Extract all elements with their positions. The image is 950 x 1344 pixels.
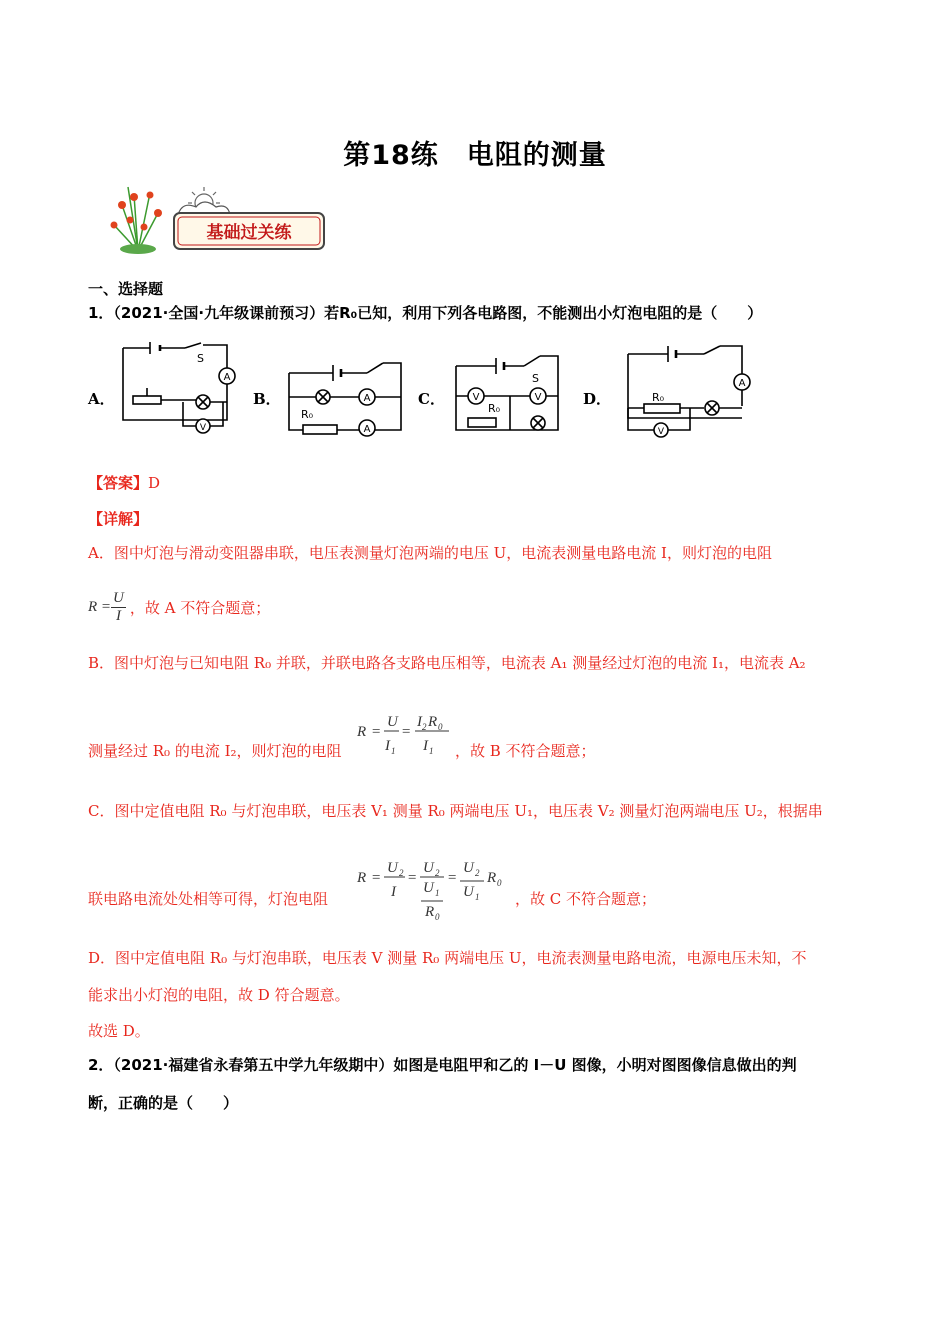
badge-label: 基础过关练 <box>206 223 292 243</box>
explanation-c-tail: ，故 C 不符合题意； <box>515 890 657 908</box>
svg-text:U: U <box>463 860 474 876</box>
svg-text:0: 0 <box>435 912 440 922</box>
svg-text:R: R <box>357 724 367 740</box>
option-b-label: B． <box>253 390 281 408</box>
svg-text:2: 2 <box>422 722 427 732</box>
svg-text:=: = <box>371 870 382 886</box>
svg-text:=: = <box>407 870 418 886</box>
voltmeter-a-label: V <box>199 423 207 433</box>
ammeter-a-label: A <box>223 372 231 383</box>
conclusion: 故选 D。 <box>88 1022 150 1040</box>
svg-text:0: 0 <box>438 722 443 732</box>
r0-c-label: R₀ <box>488 402 501 415</box>
svg-text:2: 2 <box>475 868 480 878</box>
ammeter-b1-label: A <box>363 393 371 404</box>
svg-text:1: 1 <box>435 888 440 898</box>
svg-text:I: I <box>391 884 396 900</box>
formula-a-lhs: R = <box>88 599 112 615</box>
svg-text:2: 2 <box>399 868 404 878</box>
explanation-b-line2: 测量经过 R₀ 的电流 I₂，则灯泡的电阻 <box>88 742 342 760</box>
r0-b-label: R₀ <box>301 408 314 421</box>
svg-text:U: U <box>423 880 434 896</box>
svg-text:1: 1 <box>429 746 434 756</box>
svg-text:U: U <box>463 884 474 900</box>
explanation-b-tail: ，故 B 不符合题意； <box>455 742 596 760</box>
svg-text:I: I <box>417 714 422 730</box>
question-1-stem: 1．（2021·全国·九年级课前预习）若R₀已知，利用下列各电路图，不能测出小灯泡电阻的是（ ） <box>88 304 763 322</box>
svg-text:U: U <box>423 860 434 876</box>
flower-illustration <box>100 175 330 255</box>
formula-a-line <box>88 590 270 625</box>
svg-text:I: I <box>385 738 390 754</box>
switch-c-label: S <box>532 372 539 385</box>
answer-line <box>88 472 160 493</box>
page-title: 第18练 电阻的测量 <box>343 140 607 171</box>
svg-text:I: I <box>423 738 428 754</box>
svg-text:R: R <box>487 870 497 886</box>
detail-label: 【详解】 <box>88 510 149 528</box>
svg-text:U: U <box>387 860 398 876</box>
voltmeter-c2-label: V <box>534 392 542 403</box>
svg-text:1: 1 <box>475 892 480 902</box>
option-d-label: D． <box>583 390 612 408</box>
r0-d-label: R₀ <box>652 391 665 404</box>
answer-label: 【答案】 <box>88 474 149 492</box>
explanation-d-line2: 能求出小灯泡的电阻，故 D 符合题意。 <box>88 986 350 1004</box>
question-2-stem: 2．（2021·福建省永春第五中学九年级期中）如图是电阻甲和乙的 I－U 图像，小明对图图像信息做出的判 <box>88 1056 797 1074</box>
question-2-stem-line2: 断，正确的是（ ） <box>88 1094 239 1112</box>
explanation-a: A．图中灯泡与滑动变阻器串联，电压表测量灯泡两端的电压 U，电流表测量电路电流 I，则灯泡的电阻 <box>88 544 772 562</box>
explanation-c: C．图中定值电阻 R₀ 与灯泡串联，电压表 V₁ 测量 R₀ 两端电压 U₁，电压表 V₂ 测量灯泡两端电压 U₂，根据串 <box>88 802 823 820</box>
svg-text:1: 1 <box>391 746 396 756</box>
svg-text:R: R <box>357 870 367 886</box>
explanation-d: D．图中定值电阻 R₀ 与灯泡串联，电压表 V 测量 R₀ 两端电压 U，电流表测量电路电流，电源电压未知，不 <box>88 949 807 967</box>
formula-b <box>355 710 455 758</box>
svg-text:=: = <box>371 724 382 740</box>
svg-text:U: U <box>387 714 398 730</box>
option-a-label: A． <box>88 390 115 408</box>
ammeter-d-label: A <box>738 378 746 389</box>
svg-text:=: = <box>447 870 458 886</box>
circuit-a-diagram <box>115 340 240 435</box>
svg-text:0: 0 <box>497 878 502 888</box>
formula-a-numerator: U <box>113 590 124 606</box>
ammeter-b2-label: A <box>363 424 371 435</box>
section-heading: 一、选择题 <box>88 280 164 298</box>
switch-a-label: S <box>197 352 204 365</box>
voltmeter-c1-label: V <box>472 392 480 403</box>
explanation-b: B．图中灯泡与已知电阻 R₀ 并联，并联电路各支路电压相等，电流表 A₁ 测量经过灯泡的电流 I₁，电流表 A₂ <box>88 654 806 672</box>
option-c-label: C． <box>418 390 445 408</box>
formula-a-denominator: I <box>115 608 121 624</box>
svg-text:R: R <box>425 904 435 920</box>
formula-c <box>355 852 515 928</box>
svg-text:R: R <box>428 714 438 730</box>
circuit-c-diagram <box>450 350 565 440</box>
explanation-c-line2: 联电路电流处处相等可得，灯泡电阻 <box>88 890 329 908</box>
circuit-d-diagram <box>622 344 752 442</box>
formula-a-fraction <box>111 590 126 625</box>
svg-text:=: = <box>401 724 412 740</box>
section-badge <box>100 175 330 255</box>
answer-value: D <box>148 474 161 492</box>
circuit-b-diagram <box>283 355 408 440</box>
explanation-a-tail: ，故 A 不符合题意； <box>129 599 271 617</box>
voltmeter-d-label: V <box>657 427 665 437</box>
svg-text:2: 2 <box>435 868 440 878</box>
